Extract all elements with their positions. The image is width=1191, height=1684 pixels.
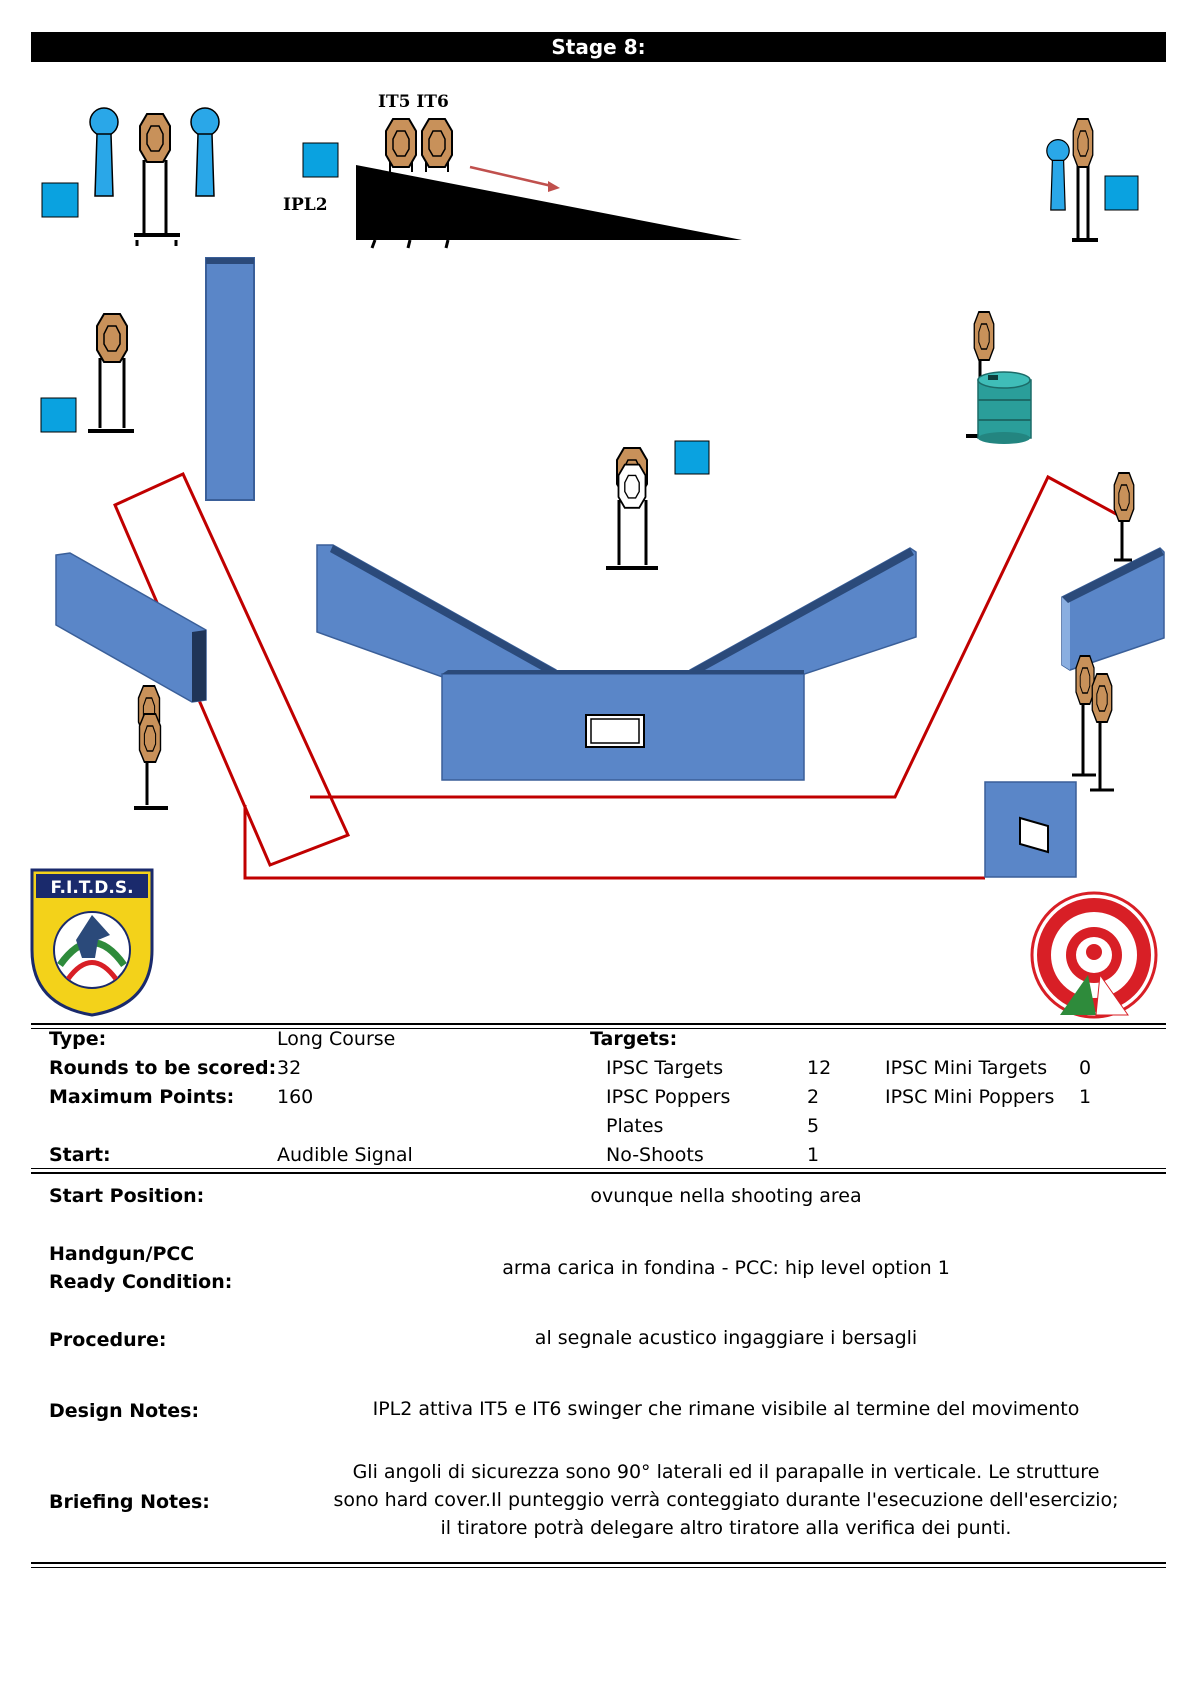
ipsc-target <box>97 314 127 362</box>
targets-label: Targets: <box>590 1028 678 1050</box>
steel-plate <box>675 441 709 474</box>
popper-target <box>1047 140 1069 210</box>
steel-plate <box>1105 176 1138 210</box>
swinger-ramp <box>356 165 742 240</box>
ipsc-target <box>974 312 994 360</box>
target-stand <box>1072 160 1098 240</box>
stage-diagram <box>0 62 1191 1022</box>
design-notes-value: IPL2 attiva IT5 e IT6 swinger che rimane visibile al termine del movimento <box>372 1398 1080 1420</box>
target-count: 1 <box>1079 1086 1092 1108</box>
target-type-label: IPSC Mini Poppers <box>885 1086 1055 1108</box>
steel-plate <box>42 183 78 217</box>
target-type-label: IPSC Mini Targets <box>885 1057 1048 1079</box>
max-points-label: Maximum Points: <box>49 1086 235 1108</box>
target-type-label: IPSC Targets <box>606 1057 724 1079</box>
start-position-label: Start Position: <box>49 1185 205 1207</box>
type-label: Type: <box>49 1028 107 1050</box>
stage-title: Stage 8: <box>31 32 1166 62</box>
divider <box>31 1168 1166 1169</box>
type-value: Long Course <box>277 1028 396 1050</box>
target-count: 0 <box>1079 1057 1092 1079</box>
swing-arrow <box>470 167 556 187</box>
ipsc-target <box>1114 473 1134 521</box>
steel-plate-ipl2 <box>303 143 338 177</box>
briefing-notes-label: Briefing Notes: <box>49 1491 210 1513</box>
target-count: 1 <box>807 1144 820 1166</box>
ipsc-target <box>1076 656 1094 704</box>
target-type-label: No-Shoots <box>606 1144 704 1166</box>
procedure-value: al segnale acustico ingaggiare i bersagli <box>534 1327 918 1349</box>
popper-target <box>90 108 118 196</box>
target-type-label: IPSC Poppers <box>606 1086 731 1108</box>
barrel <box>978 372 1031 444</box>
divider <box>31 1023 1166 1025</box>
target-stand <box>134 160 180 246</box>
start-position-value: ovunque nella shooting area <box>590 1185 862 1207</box>
wall-with-port <box>985 782 1076 877</box>
svg-text:F.I.T.D.S.: F.I.T.D.S. <box>50 878 134 898</box>
rounds-value: 32 <box>277 1057 302 1079</box>
no-shoot-target <box>619 465 646 508</box>
divider <box>31 1562 1166 1564</box>
target-count: 12 <box>807 1057 832 1079</box>
target-stand <box>606 500 658 568</box>
target-stand <box>88 358 134 431</box>
wall <box>1062 548 1164 670</box>
ipsc-target <box>140 114 170 162</box>
ready-condition-label: Handgun/PCC Ready Condition: <box>49 1243 233 1293</box>
target-count: 5 <box>807 1115 820 1137</box>
wall <box>56 553 206 702</box>
it5-it6-label: IT5 IT6 <box>378 92 449 112</box>
ipsc-target-it5 <box>386 119 416 172</box>
wall <box>206 258 254 500</box>
max-points-value: 160 <box>277 1086 314 1108</box>
ipsc-target <box>1092 674 1112 722</box>
accademia-logo <box>1032 893 1156 1017</box>
ipsc-target-it6 <box>422 119 452 172</box>
ready-condition-value: arma carica in fondina - PCC: hip level option 1 <box>502 1257 950 1279</box>
rounds-label: Rounds to be scored: <box>49 1057 277 1079</box>
wall-with-port <box>442 670 804 780</box>
start-label: Start: <box>49 1144 111 1166</box>
fitds-logo <box>32 870 152 1015</box>
start-value: Audible Signal <box>277 1144 413 1166</box>
stage-info <box>31 1028 1166 1170</box>
briefing-notes-value: Gli angoli di sicurezza sono 90° laterali ed il parapalle in verticale. Le strutture sono hard cover.Il punteggio verrà conteggiato durante l'esecuzione dell'esercizio; il tiratore potrà delegare altro tiratore alla verifica dei punti. <box>333 1461 1119 1539</box>
divider <box>31 1567 1166 1568</box>
ipsc-target <box>140 714 161 762</box>
divider <box>31 1172 1166 1174</box>
steel-plate <box>41 398 76 432</box>
ipl2-label: IPL2 <box>283 195 328 215</box>
procedure-label: Procedure: <box>49 1329 167 1351</box>
target-count: 2 <box>807 1086 820 1108</box>
ipsc-target <box>1073 119 1093 167</box>
popper-target <box>191 108 219 196</box>
design-notes-label: Design Notes: <box>49 1400 200 1422</box>
target-type-label: Plates <box>606 1115 664 1137</box>
